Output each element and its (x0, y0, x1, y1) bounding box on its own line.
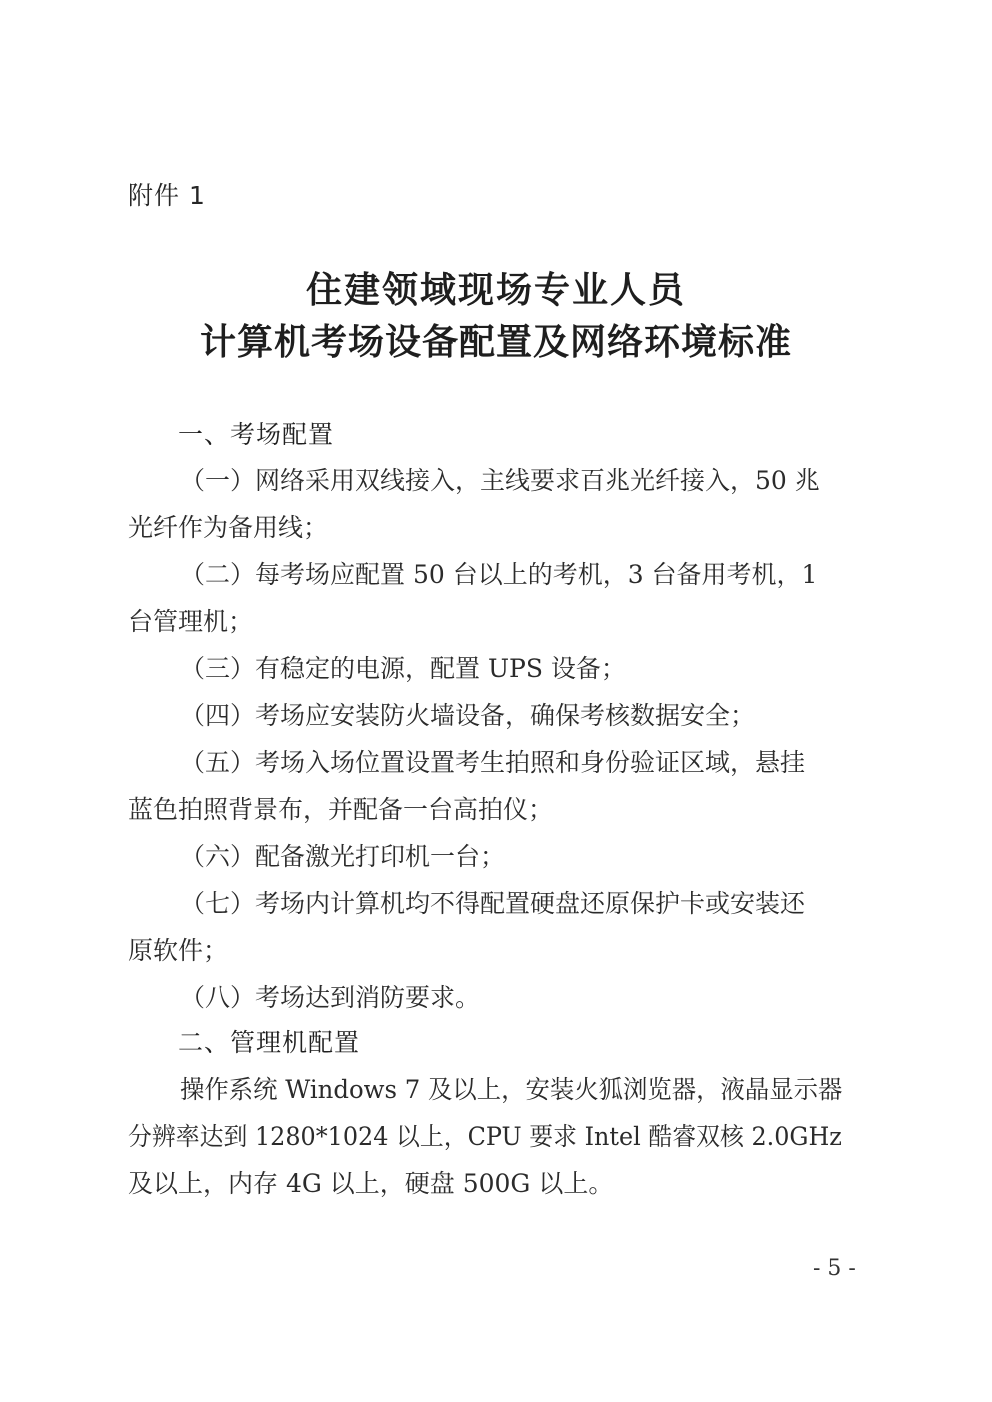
paragraph-line: （五）考场入场位置设置考生拍照和身份验证区域，悬挂 (180, 748, 806, 777)
paragraph-line: 台管理机； (128, 607, 254, 636)
paragraph-line: 原软件； (128, 936, 229, 965)
paragraph-line: 及以上，内存 4G 以上，硬盘 500G 以上。 (128, 1169, 614, 1198)
paragraph-line: 操作系统 Windows 7 及以上，安装火狐浏览器，液晶显示器 (180, 1075, 843, 1104)
paragraph-line: 蓝色拍照背景布，并配备一台高拍仪； (128, 795, 554, 824)
section-1-heading: 一、考场配置 (178, 420, 335, 449)
paragraph-line: （一）网络采用双线接入，主线要求百兆光纤接入，50 兆 (180, 466, 820, 495)
page-number: - 5 - (813, 1256, 856, 1281)
document-title-line-1: 住建领域现场专业人员 (305, 269, 686, 311)
section-2-heading: 二、管理机配置 (178, 1028, 361, 1057)
paragraph-line: 分辨率达到 1280*1024 以上，CPU 要求 Intel 酷睿双核 2.0GHz (128, 1122, 842, 1151)
paragraph-line: （四）考场应安装防火墙设备，确保考核数据安全； (180, 701, 756, 730)
document-title-line-2: 计算机考场设备配置及网络环境标准 (199, 321, 792, 363)
attachment-label: 附件 1 (128, 181, 206, 210)
paragraph-line: （八）考场达到消防要求。 (180, 983, 481, 1012)
paragraph-line: （二）每考场应配置 50 台以上的考机，3 台备用考机，1 (180, 560, 818, 589)
paragraph-line: （三）有稳定的电源，配置 UPS 设备； (180, 654, 626, 683)
paragraph-line: （六）配备激光打印机一台； (180, 842, 506, 871)
paragraph-line: 光纤作为备用线； (128, 513, 329, 542)
paragraph-line: （七）考场内计算机均不得配置硬盘还原保护卡或安装还 (180, 889, 806, 918)
